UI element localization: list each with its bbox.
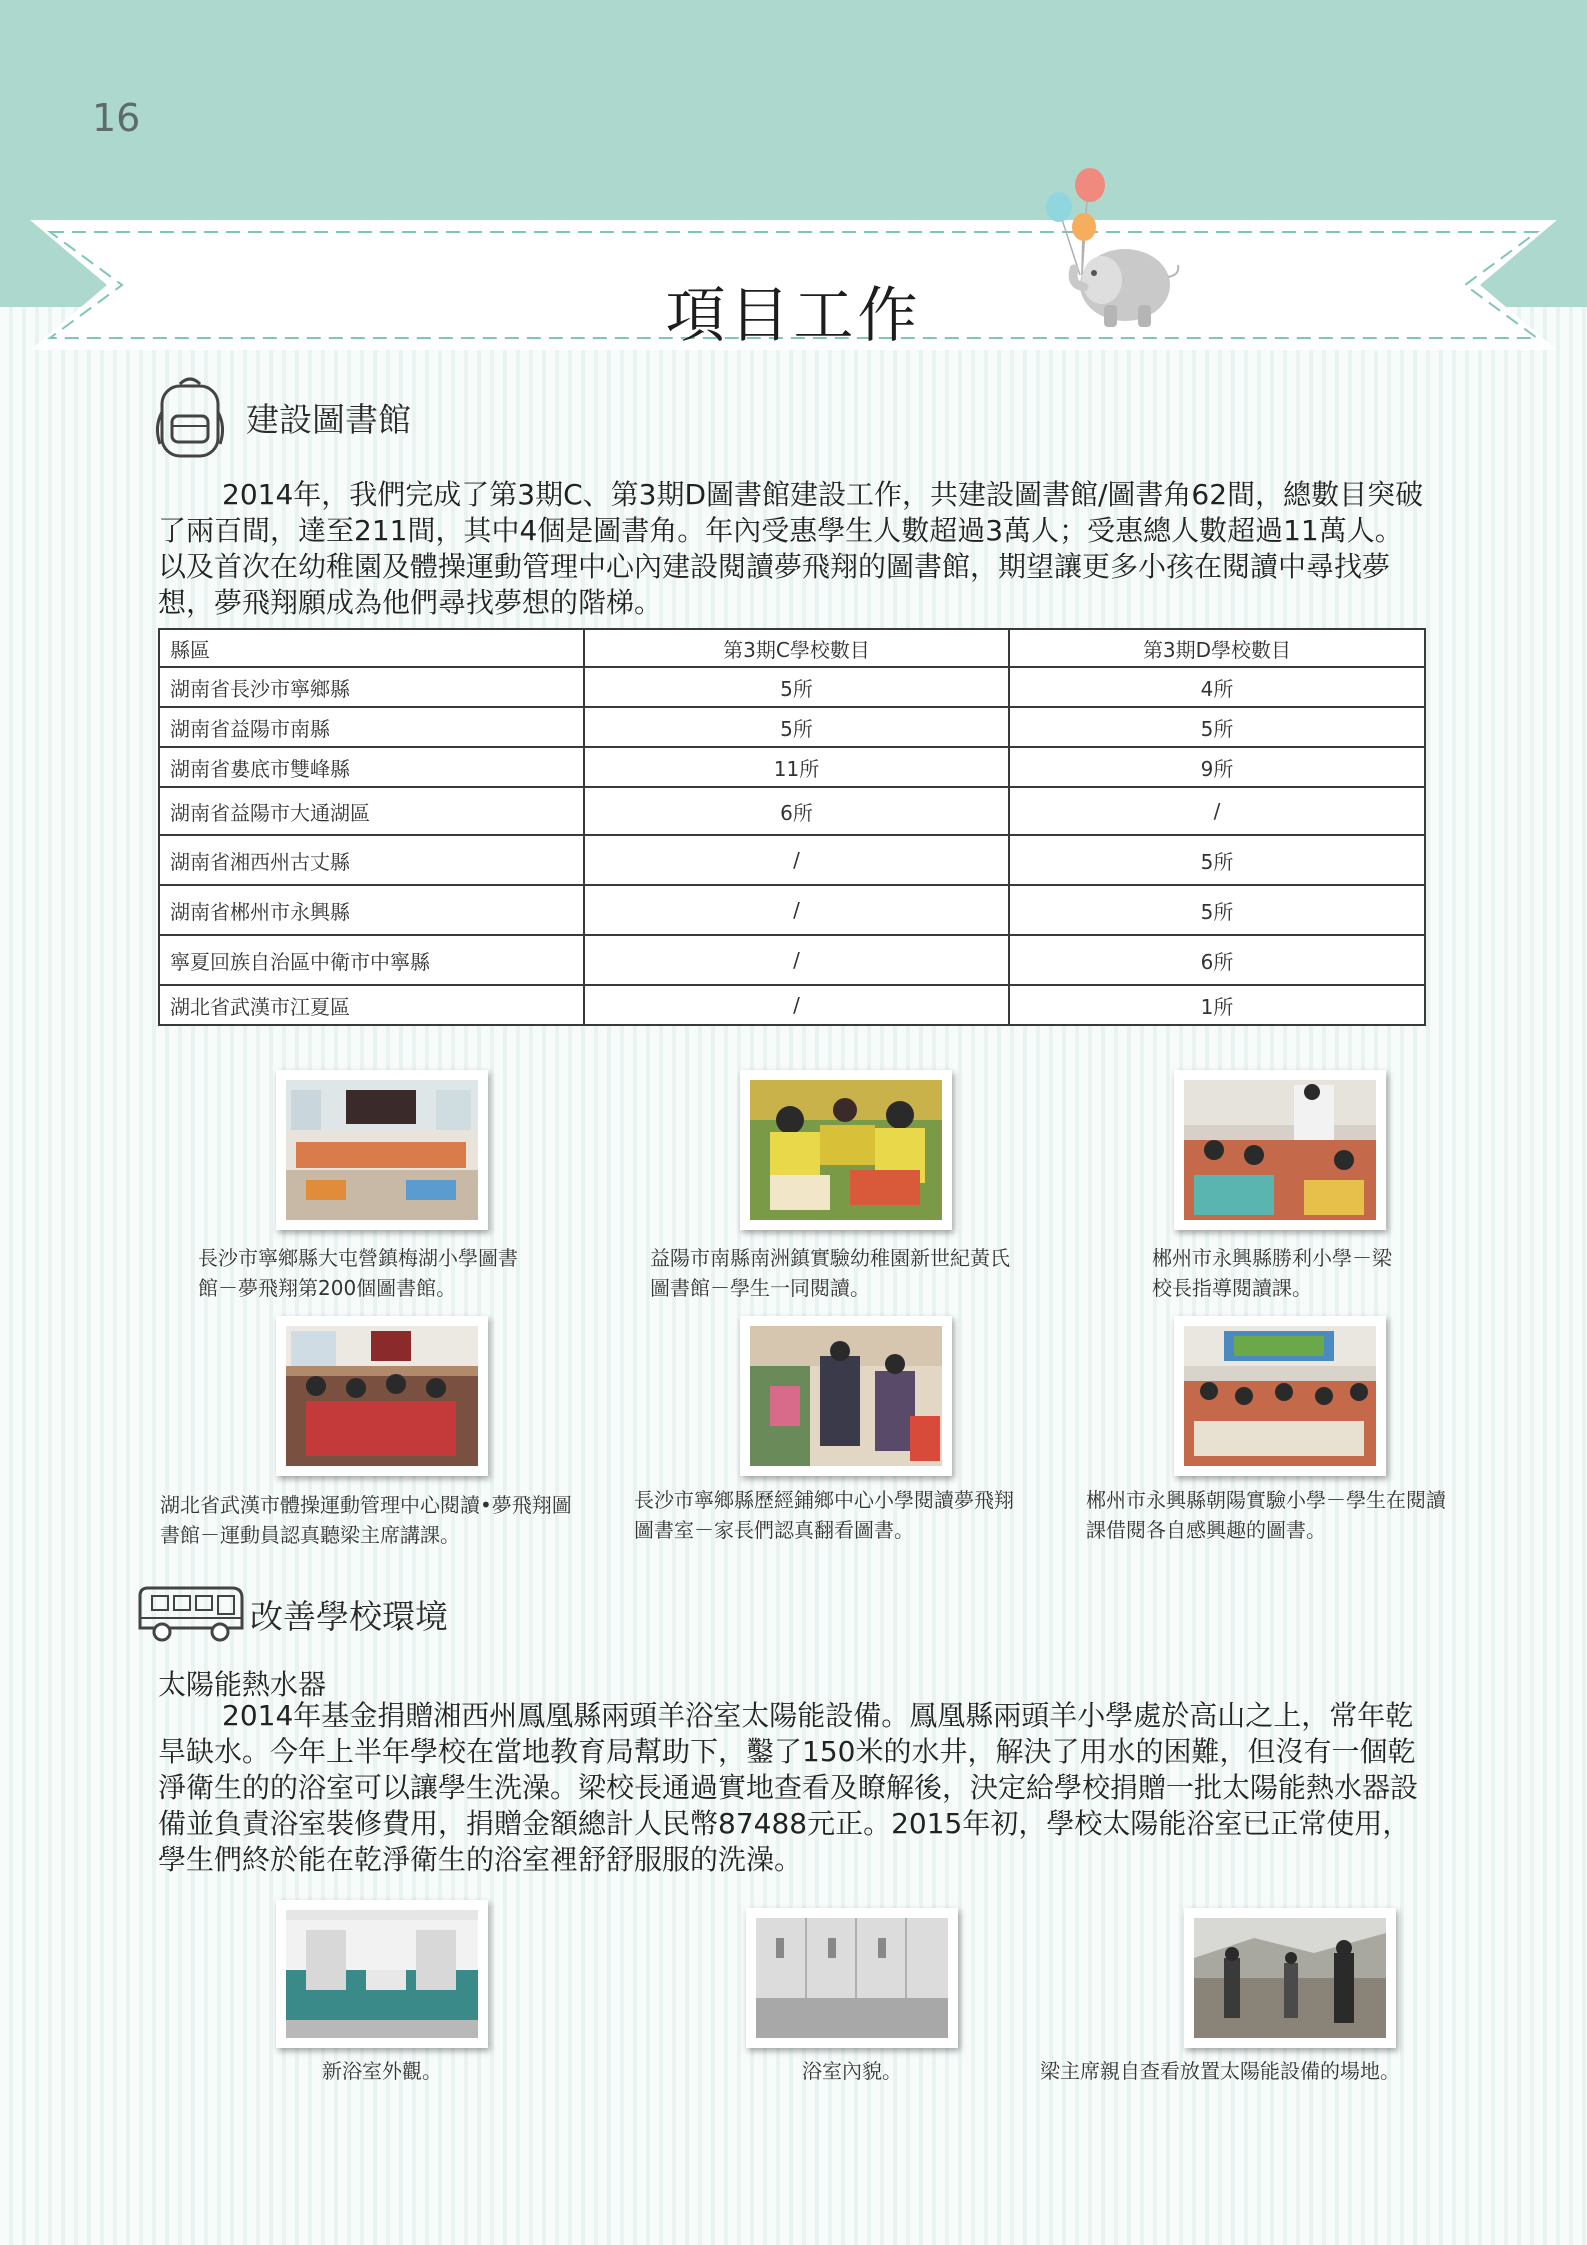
table-row — [159, 747, 1425, 787]
table-cell: / — [584, 835, 1009, 885]
table-cell: 5所 — [584, 707, 1009, 747]
table-header-row — [159, 629, 1425, 667]
table-cell: 湖南省湘西州古丈縣 — [159, 835, 584, 885]
table-cell: 湖南省長沙市寧鄉縣 — [159, 667, 584, 707]
table-cell: 湖南省婁底市雙峰縣 — [159, 747, 584, 787]
bus-icon — [134, 1584, 246, 1644]
libraries-paragraph: 2014年，我們完成了第3期C、第3期D圖書館建設工作，共建設圖書館/圖書角62間，總數目突破了兩百間，達至211間，其中4個是圖書角。年內受惠學生人數超過3萬人；受惠總人數超過11萬人。以及首次在幼稚園及體操運動管理中心內建設閱讀夢飛翔的圖書館，期望讓更多小孩在閱讀中尋找夢想，夢飛翔願成為他們尋找夢想的階梯。 — [158, 478, 1424, 619]
photo-students-borrowing-books — [1174, 1316, 1386, 1476]
table-row — [159, 787, 1425, 835]
section-heading-label: 改善學校環境 — [250, 1596, 448, 1636]
section-heading-school-environment — [134, 1584, 448, 1644]
table-row — [159, 835, 1425, 885]
table-cell: 5所 — [1009, 885, 1425, 935]
photo-caption: 郴州市永興縣勝利小學－梁 校長指導閱讀課。 — [1152, 1246, 1392, 1300]
elephant-balloons-icon — [1040, 165, 1190, 335]
table-cell: 1所 — [1009, 985, 1425, 1025]
table-cell: 9所 — [1009, 747, 1425, 787]
photo-new-bathhouse-exterior — [276, 1900, 488, 2048]
table-row — [159, 985, 1425, 1025]
schools-table — [158, 628, 1426, 1026]
table-cell: / — [1009, 787, 1425, 835]
photo-caption: 梁主席親自查看放置太陽能設備的場地。 — [1040, 2059, 1400, 2083]
photo-caption: 長沙市寧鄉縣大屯營鎮梅湖小學圖書 館－夢飛翔第200個圖書館。 — [198, 1246, 518, 1300]
table-row — [159, 667, 1425, 707]
backpack-icon — [152, 372, 228, 462]
table-header: 第3期D學校數目 — [1009, 629, 1425, 667]
table-cell: 6所 — [584, 787, 1009, 835]
table-row — [159, 707, 1425, 747]
photo-caption: 郴州市永興縣朝陽實驗小學－學生在閱讀 課借閱各自感興趣的圖書。 — [1086, 1488, 1446, 1542]
page-number: 16 — [92, 96, 141, 140]
table-cell: 湖南省郴州市永興縣 — [159, 885, 584, 935]
photo-caption: 新浴室外觀。 — [322, 2059, 442, 2083]
table-cell: 寧夏回族自治區中衛市中寧縣 — [159, 935, 584, 985]
photo-caption: 益陽市南縣南洲鎮實驗幼稚園新世紀黃氏 圖書館－學生一同閱讀。 — [650, 1246, 1010, 1300]
table-header: 縣區 — [159, 629, 584, 667]
table-cell: 5所 — [1009, 707, 1425, 747]
photo-caption: 長沙市寧鄉縣歷經鋪鄉中心小學閱讀夢飛翔 圖書室－家長們認真翻看圖書。 — [634, 1488, 1014, 1542]
photo-parents-reading — [740, 1316, 952, 1476]
table-cell: 湖南省益陽市南縣 — [159, 707, 584, 747]
table-header: 第3期C學校數目 — [584, 629, 1009, 667]
table-cell: 5所 — [1009, 835, 1425, 885]
photo-bathhouse-interior — [746, 1908, 958, 2048]
school-environment-paragraph: 2014年基金捐贈湘西州鳳凰縣兩頭羊浴室太陽能設備。鳳凰縣兩頭羊小學處於高山之上，常年乾旱缺水。今年上半年學校在當地教育局幫助下，鑿了150米的水井，解決了用水的困難，但沒有一個乾淨衛生的的浴室可以讓學生洗澡。梁校長通過實地查看及瞭解後，決定給學校捐贈一批太陽能熱水器設備並負責浴室裝修費用，捐贈金額總計人民幣87488元正。2015年初，學校太陽能浴室已正常使用，學生們終於能在乾淨衛生的浴室裡舒舒服服的洗澡。 — [158, 1699, 1419, 1876]
photo-caption: 浴室內貌。 — [802, 2059, 902, 2083]
photo-kindergarten-reading — [740, 1070, 952, 1230]
photo-chairman-site-inspection — [1184, 1908, 1396, 2048]
table-cell: 5所 — [584, 667, 1009, 707]
table-cell: 6所 — [1009, 935, 1425, 985]
photo-principal-reading-class — [1174, 1070, 1386, 1230]
photo-gymnastics-center-library — [276, 1316, 488, 1476]
table-cell: / — [584, 935, 1009, 985]
table-cell: 4所 — [1009, 667, 1425, 707]
table-row — [159, 935, 1425, 985]
section-heading-libraries — [152, 372, 411, 462]
photo-caption: 湖北省武漢市體操運動管理中心閱讀•夢飛翔圖 書館－運動員認真聽梁主席講課。 — [160, 1493, 572, 1547]
section-heading-label: 建設圖書館 — [246, 399, 411, 439]
table-cell: 11所 — [584, 747, 1009, 787]
table-cell: 湖北省武漢市江夏區 — [159, 985, 584, 1025]
subheading-solar-water-heater: 太陽能熱水器 — [158, 1668, 327, 1701]
table-cell: / — [584, 985, 1009, 1025]
table-cell: / — [584, 885, 1009, 935]
table-cell: 湖南省益陽市大通湖區 — [159, 787, 584, 835]
table-row — [159, 885, 1425, 935]
page-title: 項目工作 — [665, 281, 922, 351]
photo-library-classroom — [276, 1070, 488, 1230]
